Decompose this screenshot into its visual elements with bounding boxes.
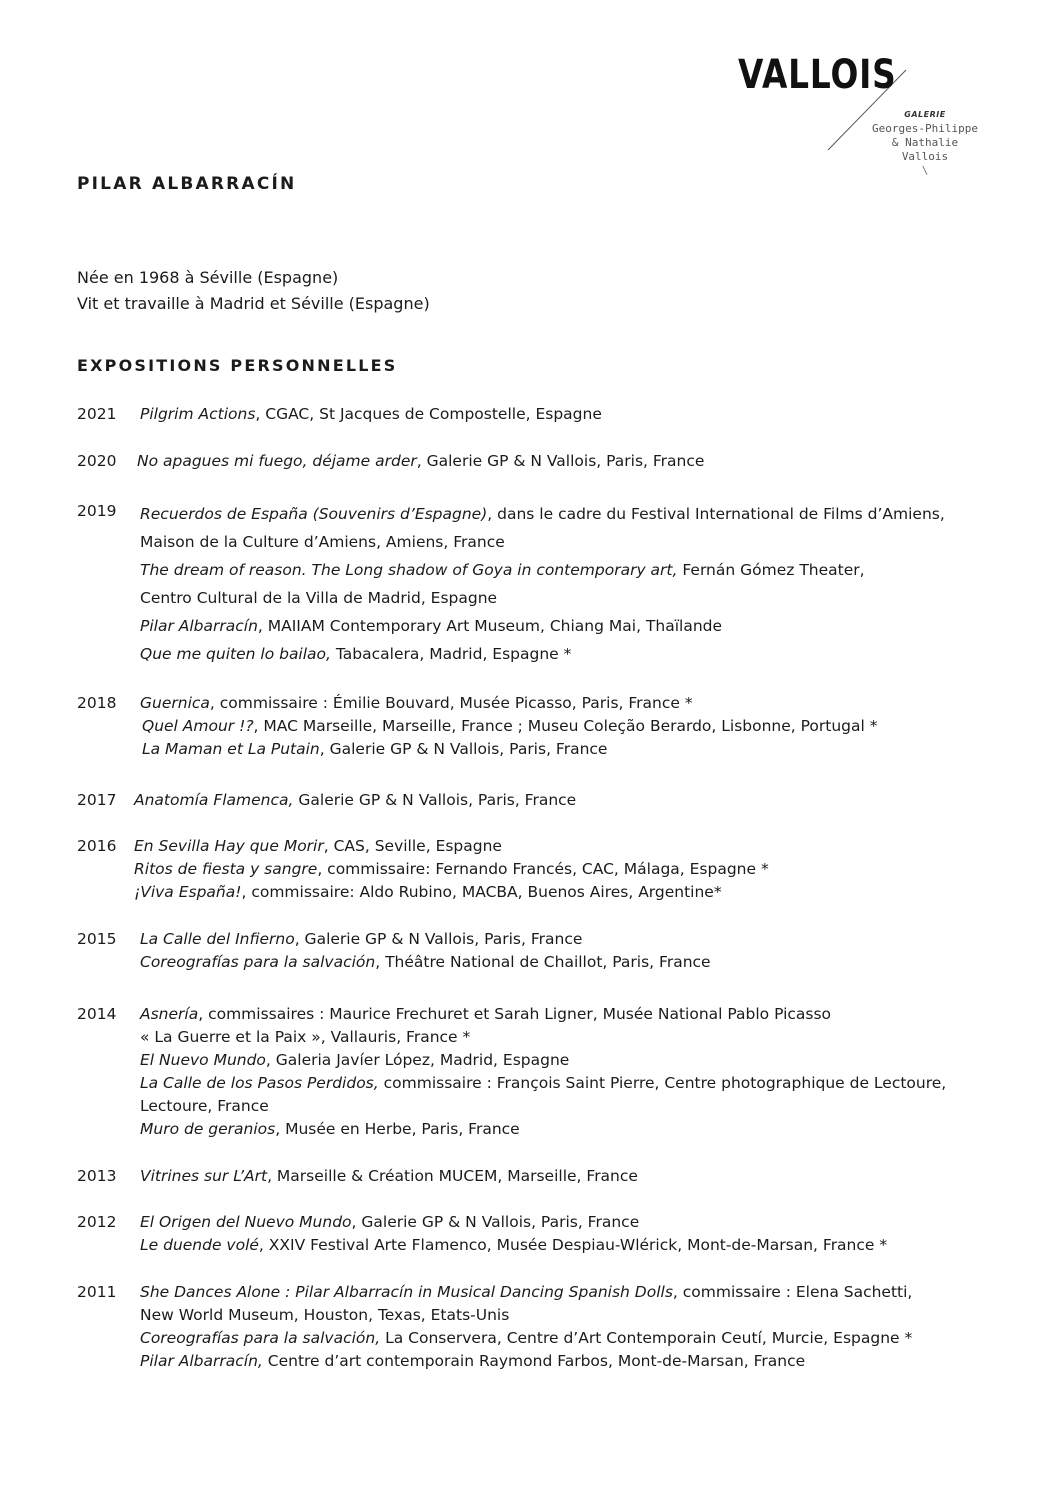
exhibition-title: Que me quiten lo bailao, bbox=[140, 645, 331, 663]
exhibition-year: 2018 bbox=[77, 694, 117, 712]
exhibition-details: , dans le cadre du Festival International de Films d’Amiens, bbox=[487, 505, 945, 523]
exhibition-line bbox=[140, 612, 945, 640]
exhibition-lines bbox=[140, 692, 878, 761]
exhibition-details: , CAS, Seville, Espagne bbox=[323, 837, 502, 855]
exhibition-title: En Sevilla Hay que Morir bbox=[134, 837, 324, 855]
exhibition-details: , Galerie GP & N Vallois, Paris, France bbox=[416, 452, 705, 470]
exhibition-line bbox=[140, 928, 711, 951]
exhibition-line bbox=[140, 1118, 946, 1141]
exhibition-line bbox=[140, 1281, 912, 1304]
exhibition-line bbox=[140, 1350, 912, 1373]
exhibition-details: « La Guerre et la Paix », Vallauris, France * bbox=[140, 1028, 471, 1046]
exhibition-lines bbox=[140, 1211, 887, 1257]
exhibition-line bbox=[140, 640, 945, 668]
exhibition-line bbox=[140, 1049, 946, 1072]
exhibition-title: La Calle de los Pasos Perdidos, bbox=[140, 1074, 379, 1092]
exhibition-details: Centro Cultural de la Villa de Madrid, Espagne bbox=[140, 589, 498, 607]
logo-line-2: & Nathalie bbox=[891, 136, 959, 149]
logo-tick: \ bbox=[921, 164, 929, 177]
exhibition-line bbox=[140, 1095, 946, 1118]
exhibition-title: Pilar Albarracín, bbox=[140, 1352, 263, 1370]
exhibition-title: Guernica bbox=[140, 694, 210, 712]
exhibition-line bbox=[140, 1327, 912, 1350]
exhibition-details: , commissaire : Elena Sachetti, bbox=[672, 1283, 913, 1301]
exhibition-line bbox=[140, 1165, 638, 1188]
exhibition-title: She Dances Alone : Pilar Albarracín in Musical Dancing Spanish Dolls bbox=[140, 1283, 673, 1301]
exhibition-year: 2014 bbox=[77, 1005, 117, 1023]
exhibition-line bbox=[140, 951, 711, 974]
exhibition-details: , commissaire: Aldo Rubino, MACBA, Buenos Aires, Argentine* bbox=[241, 883, 722, 901]
exhibition-lines bbox=[140, 500, 945, 668]
exhibition-lines bbox=[140, 1281, 912, 1373]
exhibition-lines bbox=[140, 1165, 638, 1188]
exhibition-details: Galerie GP & N Vallois, Paris, France bbox=[293, 791, 577, 809]
exhibition-title: The dream of reason. The Long shadow of Goya in contemporary art, bbox=[140, 561, 678, 579]
exhibition-line bbox=[140, 403, 602, 426]
exhibition-details: Maison de la Culture d’Amiens, Amiens, France bbox=[140, 533, 505, 551]
exhibition-title: Coreografías para la salvación, bbox=[140, 1329, 381, 1347]
artist-lives: Vit et travaille à Madrid et Séville (Espagne) bbox=[77, 294, 430, 313]
exhibition-details: , Galerie GP & N Vallois, Paris, France bbox=[319, 740, 608, 758]
exhibition-details: La Conservera, Centre d’Art Contemporain Ceutí, Murcie, Espagne * bbox=[380, 1329, 913, 1347]
artist-name: PILAR ALBARRACÍN bbox=[77, 174, 297, 194]
exhibition-line bbox=[137, 450, 704, 473]
exhibition-title: Vitrines sur L’Art bbox=[140, 1167, 268, 1185]
exhibition-details: , Musée en Herbe, Paris, France bbox=[275, 1120, 520, 1138]
exhibition-line bbox=[140, 1234, 887, 1257]
exhibition-title: Asnería bbox=[140, 1005, 199, 1023]
exhibition-year: 2011 bbox=[77, 1283, 117, 1301]
exhibition-lines bbox=[140, 403, 602, 426]
exhibition-title: La Calle del Infierno bbox=[140, 930, 295, 948]
exhibition-details: , Galerie GP & N Vallois, Paris, France bbox=[351, 1213, 640, 1231]
logo-line-3: Vallois bbox=[901, 150, 949, 163]
exhibition-details: commissaire : François Saint Pierre, Centre photographique de Lectoure, bbox=[378, 1074, 947, 1092]
exhibition-details: Lectoure, France bbox=[140, 1097, 269, 1115]
exhibition-line bbox=[134, 789, 576, 812]
exhibition-title: Pilar Albarracín bbox=[140, 617, 258, 635]
exhibition-details: , commissaire: Fernando Francés, CAC, Málaga, Espagne * bbox=[317, 860, 769, 878]
exhibition-details: , Galeria Javíer López, Madrid, Espagne bbox=[265, 1051, 570, 1069]
exhibition-line bbox=[134, 835, 769, 858]
exhibition-line bbox=[140, 1211, 887, 1234]
exhibition-year: 2021 bbox=[77, 405, 117, 423]
exhibition-details: New World Museum, Houston, Texas, Etats-Unis bbox=[140, 1306, 510, 1324]
exhibition-line bbox=[140, 1304, 912, 1327]
exhibition-details: , MAC Marseille, Marseille, France ; Museu Coleção Berardo, Lisbonne, Portugal * bbox=[253, 717, 878, 735]
exhibition-details: Fernán Gómez Theater, bbox=[677, 561, 865, 579]
exhibition-line bbox=[142, 738, 878, 761]
exhibition-year: 2019 bbox=[77, 502, 117, 520]
exhibition-year: 2020 bbox=[77, 452, 117, 470]
exhibition-lines bbox=[134, 835, 769, 904]
exhibition-details: Tabacalera, Madrid, Espagne * bbox=[330, 645, 572, 663]
exhibition-line bbox=[140, 528, 945, 556]
exhibition-details: , commissaire : Émilie Bouvard, Musée Picasso, Paris, France * bbox=[209, 694, 693, 712]
exhibition-lines bbox=[140, 928, 711, 974]
exhibition-title: ¡Viva España! bbox=[134, 883, 242, 901]
exhibition-year: 2013 bbox=[77, 1167, 117, 1185]
exhibition-year: 2016 bbox=[77, 837, 117, 855]
exhibition-title: La Maman et La Putain bbox=[142, 740, 320, 758]
exhibition-line bbox=[140, 1003, 946, 1026]
logo-line-1: Georges-Philippe bbox=[872, 122, 978, 135]
exhibition-details: , Marseille & Création MUCEM, Marseille, France bbox=[267, 1167, 638, 1185]
logo-subtitle bbox=[850, 108, 1000, 178]
artist-bio bbox=[77, 265, 430, 317]
gallery-logo bbox=[700, 52, 1000, 182]
exhibition-title: Ritos de fiesta y sangre bbox=[134, 860, 318, 878]
exhibition-year: 2012 bbox=[77, 1213, 117, 1231]
exhibition-details: , CGAC, St Jacques de Compostelle, Espagne bbox=[255, 405, 602, 423]
exhibition-title: Anatomía Flamenca, bbox=[134, 791, 294, 809]
exhibition-lines bbox=[137, 450, 704, 473]
exhibition-line bbox=[140, 692, 878, 715]
exhibition-line bbox=[140, 584, 945, 612]
exhibition-lines bbox=[134, 789, 576, 812]
logo-wordmark: VALLOIS bbox=[738, 52, 897, 98]
exhibition-line bbox=[140, 556, 945, 584]
exhibition-year: 2015 bbox=[77, 930, 117, 948]
exhibition-details: , Galerie GP & N Vallois, Paris, France bbox=[294, 930, 583, 948]
exhibition-details: , XXIV Festival Arte Flamenco, Musée Despiau-Wlérick, Mont-de-Marsan, France * bbox=[258, 1236, 888, 1254]
exhibition-line bbox=[140, 1072, 946, 1095]
exhibition-lines bbox=[140, 1003, 946, 1141]
logo-galerie-label: GALERIE bbox=[904, 110, 946, 119]
exhibition-title: Muro de geranios bbox=[140, 1120, 276, 1138]
exhibition-details: , Théâtre National de Chaillot, Paris, France bbox=[375, 953, 711, 971]
exhibition-details: , MAIIAM Contemporary Art Museum, Chiang Mai, Thaïlande bbox=[257, 617, 723, 635]
exhibition-line bbox=[142, 715, 878, 738]
exhibition-title: El Nuevo Mundo bbox=[140, 1051, 266, 1069]
exhibition-title: No apagues mi fuego, déjame arder bbox=[137, 452, 417, 470]
section-title: EXPOSITIONS PERSONNELLES bbox=[77, 356, 398, 375]
exhibition-line bbox=[140, 500, 945, 528]
exhibition-title: Pilgrim Actions bbox=[140, 405, 256, 423]
exhibition-title: Le duende volé bbox=[140, 1236, 259, 1254]
exhibition-year: 2017 bbox=[77, 791, 117, 809]
exhibition-details: Centre d’art contemporain Raymond Farbos, Mont-de-Marsan, France bbox=[262, 1352, 806, 1370]
exhibition-title: Quel Amour !? bbox=[142, 717, 254, 735]
exhibition-line bbox=[134, 881, 769, 904]
artist-born: Née en 1968 à Séville (Espagne) bbox=[77, 268, 339, 287]
exhibition-details: , commissaires : Maurice Frechuret et Sarah Ligner, Musée National Pablo Picasso bbox=[198, 1005, 832, 1023]
exhibition-title: Recuerdos de España (Souvenirs d’Espagne) bbox=[140, 505, 488, 523]
exhibition-line bbox=[140, 1026, 946, 1049]
exhibition-title: Coreografías para la salvación bbox=[140, 953, 376, 971]
exhibition-line bbox=[134, 858, 769, 881]
exhibition-title: El Origen del Nuevo Mundo bbox=[140, 1213, 352, 1231]
